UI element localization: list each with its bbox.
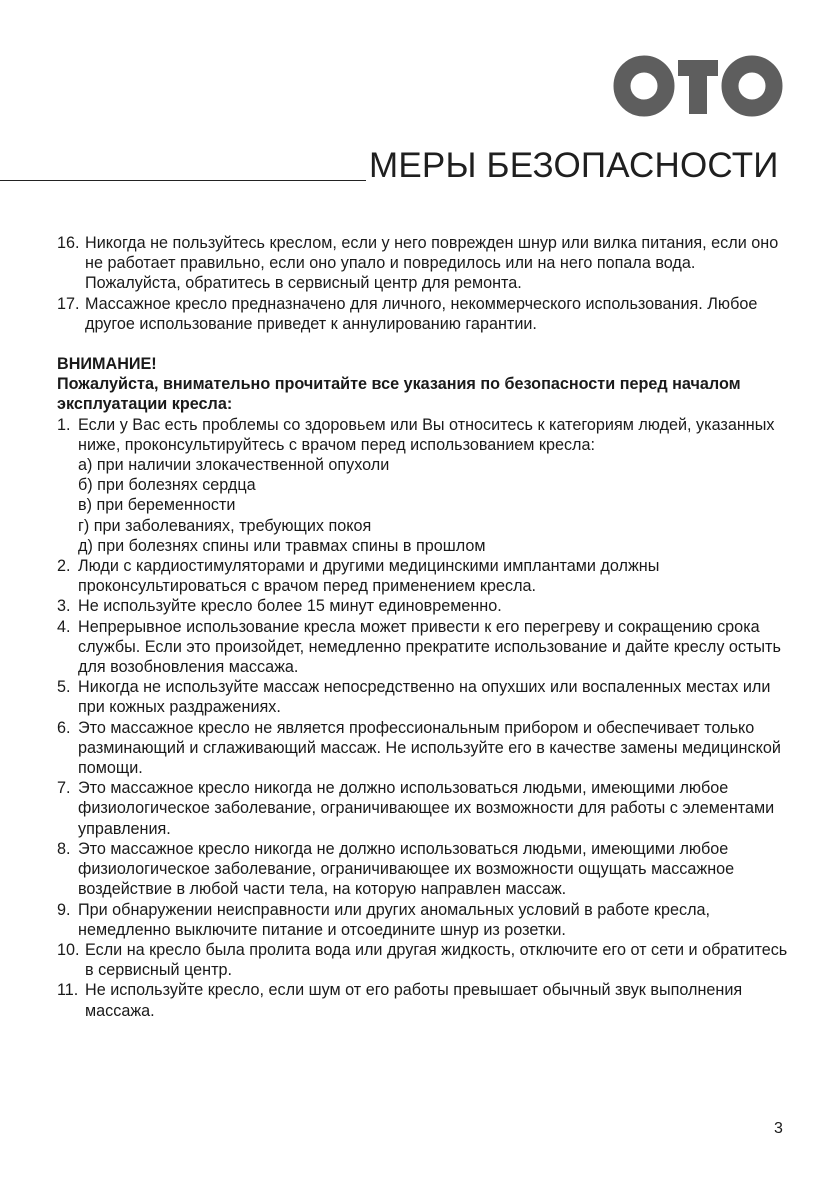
list-item-number: 17. (57, 294, 80, 313)
oto-logo-icon (612, 55, 784, 117)
list-item (57, 940, 792, 980)
list-item (57, 596, 792, 616)
list-item-number: 7. (57, 779, 71, 798)
safety-list-continued (57, 233, 792, 334)
list-item-text: При обнаружении неисправности или других аномальных условий в работе кресла, немедленно выключите питание и отсоедините шнур из розетки. (78, 900, 711, 939)
list-item-number: 16. (57, 234, 80, 252)
list-item-number: 8. (57, 839, 71, 858)
sub-item: г) при заболеваниях, требующих покоя (78, 516, 372, 535)
logo-text (784, 55, 785, 56)
brand-logo (612, 55, 784, 117)
sub-item: б) при болезнях сердца (78, 476, 256, 495)
list-item (57, 900, 792, 940)
list-item-number: 5. (57, 678, 71, 697)
warning-title: ВНИМАНИЕ! (57, 355, 157, 374)
header-rule (0, 180, 366, 181)
safety-list (57, 415, 792, 1021)
sub-item: а) при наличии злокачественной опухоли (78, 456, 390, 475)
list-item-number: 11. (57, 981, 79, 1000)
list-item-number: 4. (57, 617, 71, 636)
list-item-text: Это массажное кресло никогда не должно использоваться людьми, имеющими любое физиологическое заболевание, ограничивающее их возможности для работы с элементами управления. (78, 779, 775, 838)
list-item (57, 980, 792, 1020)
list-item (57, 294, 792, 334)
sub-item: в) при беременности (78, 496, 236, 515)
list-item (57, 677, 792, 717)
list-item-number: 6. (57, 718, 71, 737)
list-item (57, 556, 792, 596)
list-item-text: Если на кресло была пролита вода или другая жидкость, отключите его от сети и обратитесь в сервисный центр. (85, 940, 788, 980)
list-item-text: Никогда не используйте массаж непосредственно на опухших или воспаленных местах или при кожных раздражениях. (78, 678, 771, 717)
list-item-number: 10. (57, 940, 80, 959)
page-title: МЕРЫ БЕЗОПАСНОСТИ (369, 146, 779, 185)
list-item-text: Массажное кресло предназначено для личного, некоммерческого использования. Любое другое использование приведет к аннулированию гарантии. (85, 294, 758, 333)
list-item (57, 415, 792, 556)
list-item-text: Люди с кардиостимуляторами и другими медицинскими имплантами должны проконсультироваться с врачом перед применением кресла. (78, 557, 660, 596)
list-item-text: Если у Вас есть проблемы со здоровьем или Вы относитесь к категориям людей, указанных ниже, проконсультируйтесь с врачом перед использованием кресла: (78, 415, 775, 454)
list-item-text: Не используйте кресло, если шум от его работы превышает обычный звук выполнения массажа. (85, 981, 743, 1020)
list-item (57, 778, 792, 839)
page-number: 3 (774, 1120, 783, 1137)
list-item (57, 839, 792, 900)
list-item-number: 3. (57, 597, 71, 616)
list-item-number: 9. (57, 900, 71, 919)
list-item-text: Это массажное кресло не является профессиональным прибором и обеспечивает только разминающий и сглаживающий массаж. Не используйте его в качестве замены медицинской помощи. (78, 718, 781, 778)
warning-block (57, 354, 792, 415)
list-item (57, 233, 792, 294)
list-item-number: 2. (57, 557, 71, 576)
sub-item: д) при болезнях спины или травмах спины в прошлом (78, 536, 486, 555)
list-item-text: Не используйте кресло более 15 минут единовременно. (78, 597, 502, 616)
list-item-number: 1. (57, 415, 71, 434)
list-item-text: Непрерывное использование кресла может привести к его перегреву и сокращению срока службы. Если это произойдет, немедленно прекратите использование и дайте креслу остыть для возобновления массажа. (78, 617, 781, 677)
warning-text: Пожалуйста, внимательно прочитайте все указания по безопасности перед началом эксплуатации кресла: (57, 375, 741, 414)
list-item-text: Это массажное кресло никогда не должно использоваться людьми, имеющими любое физиологическое заболевание, ограничивающее их возможности ощущать массажное воздействие в любой части тела, на которую направлен массаж. (78, 839, 735, 899)
list-item (57, 617, 792, 678)
list-item (57, 718, 792, 779)
document-body (57, 233, 792, 1021)
list-item-text: Никогда не пользуйтесь креслом, если у него поврежден шнур или вилка питания, если оно не работает правильно, если оно упало и повредилось или на него попала вода. Пожалуйста, обратитесь в сервисный центр для ремонта. (85, 234, 779, 293)
